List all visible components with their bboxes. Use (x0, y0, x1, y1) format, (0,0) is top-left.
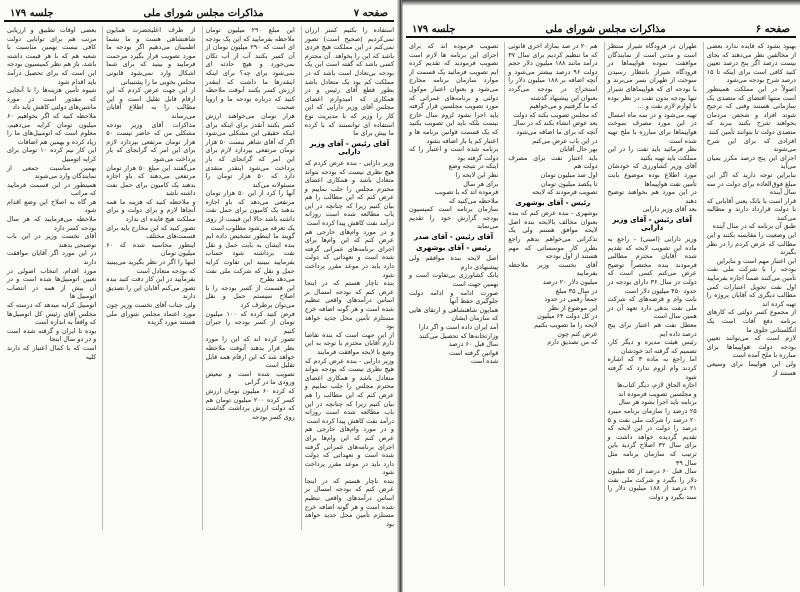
paragraph: لازم است که می‌توانند تعیین بودجه دولت هواپیماها برای مبارزه با ملخ آمده است (706, 334, 796, 360)
paragraph: هزار تومان می‌خواهند ارزش کسر بکنند آنقدر برای اینکه برای اینکه حقیقی این مشکلی می‌شود اگر که آقای شاهر نیست ۵۰ هزار تومان مرتفعی بپردازد لازم برای این امر که گرانجای که بار پرداخت می‌شود اینقدر منفذی دارد که ۵۰ هزار تومان را مسئولانه می‌کند (205, 111, 295, 189)
paragraph: شده است (470, 357, 499, 366)
paragraph: بهر حال آقایان (559, 145, 598, 154)
speaker-heading: رئیس - آقای بوشهری (416, 243, 492, 252)
paragraph: که مجلس تصویب بکند که دولت (513, 110, 598, 119)
paragraph: وزیر دارایی (امینی) - راجع به ماده این تصویب لایحه که تقدیم شده آقایان محترم مطالبی فرمودند بنده مختصراً توضیح عرض می‌کنم کسی است که دولت در سال ۳۶ دارای بودجه در حدود ۴۵۰ میلیون دلار است (607, 235, 697, 295)
paragraph: برنامه باید اجرا بشود هر سال (618, 398, 697, 407)
paragraph: وزیر دارایی - بنده عرض کردم که هیچ نظری نیست که بودجه بتواند متعادل باشد و همکاری اعضای محترم مجلس را جلب نماییم و عرض کنم که این مطالب را هم بیان کنیم زیرا که چنانچه در این باب مطالعه شده است روزانه درآمد نفت کاهش پیدا کرده است (304, 356, 394, 425)
scan-shadow (402, 0, 800, 6)
page-header (4, 6, 394, 22)
paragraph: در این مورد اگر آقایان موافقت دارند (7, 249, 97, 267)
paragraph: اجازه الحاق لازم، دیگر کتاب‌ها (617, 381, 697, 390)
paragraph: بابت وام و قرضه‌های که شرکت ملی نفت بدهی دارد تعهد آن در همین سال است (607, 295, 697, 321)
page-number: صفحه ۶ (755, 24, 790, 35)
page-7 (0, 0, 398, 592)
paragraph: تصور کنید که این مخارج باید برای قسمت‌های مختلف (106, 223, 196, 241)
paragraph: اما راجع به ماده ۳ که اشاره کردند وام لزوم ندارد که گرفته شود (607, 355, 697, 381)
paragraph: هم ۲۰ در صد بمازاد اخری قانونی که ما تنظیم کردیم برای سال ۳۷ درآمد مانند ۱۸۸ میلیون دلار حجم دولت ۹۶ درصد بیشتر می‌شود و آنچه اضافه بر ۱۸۸ میلیون دلار را استخراج در بودجه می‌گردد بعنوان این پیشنهاد گذشته (508, 42, 598, 102)
paragraph: آقای نخست وزیر در این باب توضیحی بدهند (7, 232, 97, 249)
paragraph: در کل دولت ۶۴ میلیون (537, 312, 598, 321)
paragraph: نظر فرمائید باید نفت را در این مملکت باید تهیه بکنید (607, 145, 697, 162)
paragraph: آنها را کرد از این ۵۰ هزار تومان مرتفعی می‌دهد که باو اجازه بدهند یک کامیون برای حمل نفت داشته باشد حالا این قیمت از روی یک تعرفه می‌شود مطلوب است (205, 189, 295, 232)
paragraph: تصویب فرمودند که لایحه (532, 188, 598, 197)
paragraph: اصل لایحه بنده موافقم ولی پیشنهادی دارم (409, 254, 499, 271)
paragraph: بنده ناچار هستم که در اینجا عرض کنم که بودجه امسال بر اساس درآمدهای واقعی تنظیم شده است و هر گونه اضافه خرج مستلزم تأمین محل جدید خواهد بود (304, 279, 394, 331)
paragraph: که من تصدیق دارم (547, 338, 598, 347)
paragraph: عرض کنم چون (557, 329, 598, 338)
paragraph: سال قبل ۶۰ درصد (448, 340, 499, 349)
paragraph: اتومبیل کرایه میدهد که درسته که مجلس آقای رئیس کل اتومبیل‌ها که واقعاً به اندازه است (7, 301, 97, 327)
session-number: جلسه ۱۷۹ (10, 8, 54, 19)
column-3 (504, 42, 597, 586)
paragraph: و در مورد وام‌های خارجی هم عرض کنم که این وام‌ها برای اجرای برنامه‌های عمرانی گرفته شده است و تعهداتی که دولت دارد باید در موعد مقرر پرداخت شود (304, 227, 394, 279)
paragraph: طبق آن برنامه که در سال آینده (712, 222, 796, 231)
paragraph: ملاحظه می‌فرمایید که هر سال بودجه کسر دارد (7, 215, 97, 232)
paragraph: سازمان برنامه است کمیسیون بودجه گزارش خود را تقدیم می‌نماید (409, 205, 499, 231)
paragraph: گویند ما اینطور تشخیص داده ایم بنده ایشان به بابت حمل و نقل نفت برداشته شود حساب بفرمایید ببینید این تفاوت کرایه حمل و نقل که شرکت ملی نفت می‌دهد بطرح (205, 232, 295, 284)
paragraph: بفرمایید در این کار دقت کنید بنده تصور می‌کنم آقایان این را تصدیق دارند (106, 275, 196, 301)
paragraph: آمد ایران داده است و اگر دارا (418, 323, 499, 331)
paragraph: ۲۵ درصد را سازمان برنامه میبرد ۲۰ درصد را شرکت ملی نفت و ۵ درصد را دولت در این لایحه که تقدیم گردیده خواهد داشت و برای سال ۳۲ اصلاح گردید باین ترتیب که سازمان برنامه مثل سال ۳۹ (607, 406, 697, 467)
paragraph: ولی جناب آقای نخست وزیر چون مورد اعتماد مجلس شورای ملی هستند مورد گزیده (106, 301, 196, 327)
text-columns (406, 42, 796, 586)
speaker-heading: آقای رئیس - آقای وزیر دارایی (612, 215, 692, 233)
paragraph: صورت ادامه و ادامه دولت جلوگیری حفظ آنها (409, 288, 499, 306)
paragraph: برنامه شده است و اعتبار را که دولت گرفته بود (409, 145, 499, 162)
paragraph: ولی این هواپیما برای وسیعی هستند از (706, 359, 796, 377)
page-header (406, 22, 796, 38)
paragraph: باید اعتبار نفت برای مصرف دولت هم (508, 153, 598, 171)
paragraph: میلیون دلار ۲۰ درصد (542, 278, 598, 287)
paragraph: ملاحظه کنید که اگر بخواهیم ۶۰ میلیون تومان کرایه می‌دهیم، معلوم است که اتومبیل‌های ما را زیاد کرده و بهمین هم اضافات (7, 111, 97, 146)
paragraph: بعضی اوقات تطبیق و ارزیابی مرتب هم برای توانایی دولت کافی نیست بهمین مناسبت با شعبه هم که با هر قیمت داشته باشد، باز هم نظر کمیسیون بودجه این است که برای تحصیل درآمد باید اقدام شود (7, 26, 97, 86)
paragraph: تصور کرده اند که این را مورد نظر قرار بدهند آنوقت ملاحظه خواهد شد که این ارقام همه قابل تقلیل است (205, 335, 295, 370)
paragraph: استفاده را بکنیم کمتر ارزان نمی‌کردیم (صحیح است) تصور نمی‌کنم در این مملکت هیچ فردی باشد که این را بخواهد. آن محترم کسی باشد که گفته است این یک بودجه بی‌تعادل است باشد که در مملکت کم بود یک متعادل باشد بطور قطع آقای رئیس و در همکاری که امیدوارم اعضای مجلس آقای وزیر دارایی که این کار را وزیر که با مدیریت نوع استفاده ای توانستند که با کرده ما بیش برای ما (304, 26, 394, 138)
paragraph: افرادی که برای این شرح می‌شوند (706, 136, 796, 154)
speaker-heading: آقای رئیس - آقای صدر (414, 233, 494, 242)
column-3 (102, 26, 195, 530)
column-2 (202, 26, 295, 530)
paragraph: تصویب فرموده اند که برای اجرای این برنامه ها لازم است تصویب فرمودید که تقدیم کرده ایم تصویب فرمائید یک قسمت از موارد سازمان برنامه مخارج می‌شود و بعنوان اعتبار موکول دولتی و برنامه‌های عمرانی که مورد تصویب مجلسین قرار گرفته باید اجرا بشود لزوم سال خارج نیست بلکه باید این تصویب بکنید که یک قسمت قوانین برنامه ها و اعتبار کم یا بار اضافه بشود (409, 42, 499, 145)
paragraph: اجرای این پنج درصد مکرر بمیان می‌آید (706, 153, 796, 171)
paragraph: و مجلسین تصویب فرموده اند (618, 389, 697, 398)
paragraph: این مبلغ ۲۹۰ میلیون تومان ملاحظه بفرمایید که این یک بودجه ای است که ۲۹۰ میلیون تومان از آن کسر بکنند آب از آب تکان نمی‌خورد و هیچ حادثه ای نمی‌شود برای چه؟ برای اینکه اینقدرها ما داشت که اینقدر ارزش کسر بکنند آنوقت ملاحظه کنید که درباره بودجه ما و اروپا صحبت (205, 26, 295, 112)
paragraph: بهبود بشود که فایده ندارد بعضی از مخالفین نظر می‌دهند که بجای بیست درصد اگر پنج درصد تعیین کنید کافی است برای اینکه تا ۱۵ درصد شرح بودجه می‌شود (706, 42, 796, 85)
paragraph: بنده ناچار هستم که در اینجا عرض کنم که بودجه امسال بر اساس درآمدهای واقعی تنظیم شده است و هر گونه اضافه خرج مستلزم تأمین محل جدید خواهد بود (304, 476, 394, 528)
paragraph: اصولاً در این مملکت همینطور است منتها اقتضای که متصدی یک سازمانی هستند وقتی که ترجیح شوند افراد و شخص مردمان بخواهند شرح بکنند ببرند که متصدی دولت تا بتوانند تأمین کنند (706, 84, 796, 136)
column-1 (703, 42, 796, 586)
paragraph: ملاحظه می‌کنید که (448, 196, 499, 205)
column-4 (406, 42, 498, 586)
paragraph: قوانین گرفته است (449, 348, 499, 357)
paragraph: تا یکصد میلیون تومان (540, 179, 598, 188)
paragraph: همایون شاهنشاهی و ارتقای هایی که سازمان ایشان (409, 305, 499, 323)
paragraph: بوشهری - بنده عرض کنم که بنده بعنوان مخالف بالایحه بنده اصل لایحه موافق هستم ولی یک تذکراتی می‌خواهم بدهم راجع بطرز کار موسساتی که مهم هستند از اول بودجه (508, 209, 598, 261)
paragraph: بوده تا ایران و گرفته شده است و در دو سال اینجا (7, 326, 97, 344)
paragraph: بعد عوض انشاء بکند که در سال (513, 119, 598, 128)
paragraph: تهیه می‌شود و در سه ماه امسال در این مورد مصرف سوخت هواپیماها برای مبارزه با ملخ تهیه شده است (607, 110, 697, 145)
publication-title: مذاکرات مجلس شورای ملی (545, 24, 666, 35)
speaker-heading: آقای رئیس - آقای وزیر دارایی (309, 139, 390, 157)
speaker-heading: رئیس - آقای بوشهری (515, 198, 591, 207)
paragraph: رئیس هیئت مدیره و دیگر کار، تصمیم که گرفته اند خودشان (607, 338, 697, 355)
paragraph: اینها را اگر در نظر بگیرید می‌بینید که بودجه متعادل است (106, 258, 196, 275)
paragraph: بانک کشاورزی بی‌تفاوت است و بهمین جهت است (409, 271, 499, 289)
paragraph: وزارتخانه‌ها که تحصیل می‌کنند (419, 331, 499, 340)
paragraph: این کار نیم کرده ۱۰ تومان برای کرایه اتومبیل (7, 146, 97, 163)
paragraph: در سال ۳۵ مبلغ (555, 286, 598, 295)
paragraph: شیوه تأمین هزینه‌ها را تا آنجایی که مقدور است در مورد ماشین‌های دولتی کاهش باید داد (7, 86, 97, 112)
paragraph: سال قبل ۶۰ درصد از ۵۵ میلیون دلار را بگیرد و شرکت ملی نفت ۲۱ درصد از ۱۸۸ میلیون دلار را سند بگیرد و دولت (607, 467, 697, 501)
paragraph: و ملاحظه کنید که هزینه ما همه آنجاها لازم و برای دولت و برای مملکت هیچ فایده ای ندارد (106, 197, 196, 224)
paragraph: است که با کمال اعتبار که دارند کلیه (7, 343, 97, 361)
paragraph: معطل نفت هم اعتبار برای پنج درصد داده ایم (607, 321, 697, 338)
paragraph: می‌گفتند این مبلغ ۵۰ هزار تومان مرتفعی می‌دهند که باو اجازه بدهند یک کامیون برای حمل نفت داشته باشد (106, 163, 196, 198)
paragraph: این موضوع از نظر (548, 303, 598, 312)
page-number: صفحه ۷ (353, 8, 388, 19)
paragraph: از مجموع کسر دولتی که کارهای برنامه دفع آفات است یک انگلستانی جلوی ما (706, 308, 796, 334)
column-1 (301, 26, 394, 530)
paragraph: از طرف اعلیحضرت همایون شاهنشاهی هست و ما بشما اطمینان می‌دهیم اگر بودجه ما مورد تصویب قرار بگیرد مرحمت فرمایید و بینید که برای شما اشکال وارد نمی‌شود قانونی مجلس بخوبی ما را پشتیبانی (106, 26, 196, 86)
paragraph: لایحه را ما تصویب بکنیم (534, 321, 598, 329)
paragraph: از این جهت است که بنده تقاضا دارم آقایان محترم با توجه به این وضع با لایحه موافقت فرمایند (304, 330, 394, 356)
column-2 (604, 42, 697, 586)
paragraph: که کرده ۶۰ میلیون تومان ارزش کسر کرده ۲۰۰ میلیون تومان هم که دولت ارزش برداشت گذاشت روی کسر بودجه (205, 386, 295, 421)
paragraph: در این مورد هم بخواهند توضیح دهند (607, 188, 697, 205)
column-4 (4, 26, 96, 530)
paragraph: تصویب شده است و تبعیض ورودی ما در گرانی (205, 369, 295, 387)
text-columns (4, 26, 394, 530)
paragraph: نظر این لایحه را (455, 170, 499, 179)
paragraph: بعد آقای وزیر دارایی (642, 205, 697, 214)
paragraph: این قسمت از کسر بودجه را با اصلاح سیستم حمل و نقل می‌توان برطرف کرد (205, 283, 295, 309)
page-6 (402, 0, 800, 592)
paragraph: آنچه که برای ما اضافه می‌شود (516, 127, 598, 136)
paragraph: و در مورد وام‌های خارجی هم عرض کنم که این وام‌ها برای اجرای برنامه‌های عمرانی گرفته شده است و تعهداتی که دولت دارد باید در موعد مقرر پرداخت شود (304, 425, 394, 477)
paragraph: جمعاً رقمی در حدود (544, 295, 598, 304)
paragraph: آقای نخست وزیر ملاحظه بفرمایید (508, 260, 598, 278)
paragraph: همینطور در این قسمت فرمایید که مراتب (7, 180, 97, 198)
publication-title: مذاکرات مجلس شورای ملی (143, 8, 264, 19)
paragraph: از این جهت عرض کردم که این ارقام قابل تقلیل است و این مطالب را به اطلاع آقایان می‌رساند (106, 86, 196, 120)
paragraph: اینطور محاسبه شده که ۶۰ میلیون تومان (106, 240, 196, 258)
paragraph: این اعتبار مهم است و بنابراین (716, 256, 796, 265)
paragraph: فرض کنید کرده که ۱۰۰ میلیون تومان از کسر بودجه را جبران کنیم (205, 309, 295, 335)
paragraph: اول صد میلیون تومان (540, 170, 598, 179)
paragraph: بهمین مناسبت جمعی از نمایندگان وارد می‌شوند (7, 163, 97, 181)
paragraph: فرموده اند که با تصویب (434, 188, 499, 197)
paragraph: این وضعیت را مقایسه بکنند و این مطالب که عرض کردم را در نظر بگیرند (706, 231, 796, 257)
paragraph: قرار است با بانک یعنی آقایانی که با دولت قرارداد دارند و مطالبه می‌کنند (706, 196, 796, 222)
paragraph: اینکه در نتیجه وضع (448, 162, 499, 171)
paragraph: وزیر دارایی - بنده عرض کردم که هیچ نظری نیست که بودجه بتواند متعادل باشد و همکاری اعضای محترم مجلس را جلب نماییم و عرض کنم که این مطالب را هم بیان کنیم زیرا که چنانچه در این باب مطالعه شده است روزانه درآمد نفت کاهش پیدا کرده است (304, 158, 394, 228)
paragraph: بنابراین توجه دارید که اگر این مبلغ فوق‌العاده برای دولت در سه سال آینده (706, 170, 796, 197)
paragraph: طهران در فرودگاه شیراز منتظر است و مدتی است از نمایندگان موافقت نموده هواپیماها در فرودگاه شیراز بانتظار رسیدن سوخت از طهران بسر می‌برند و با بودجه ای که هواپیماهای شیراز تنها بودجه بدون نفت در نظر بوده با لوازم لازم نفت و ... (607, 42, 697, 111)
paragraph: بودجه را با شرکت ملی نفت تأمین می‌کنند ضمناً اجازه بفرمایید اول نفت تحویل اعتبارات کمی مطالب دیگری که آقایان پروژه را تهیه کرده اند (706, 265, 796, 308)
paragraph: که ما گرفتیم و می‌خواهیم (529, 102, 598, 111)
session-number: جلسه ۱۷۹ (412, 24, 456, 35)
paragraph: هر گاه به اصلاح این وضع اقدام شود (7, 197, 97, 215)
paragraph: مورد اقدام، انتخاب اصولی در تعیین اتومبیل‌ها شده است و در آن بیش از همه در انتصاب اتومبیل ها (7, 266, 97, 301)
paragraph: در این باب عرض می‌کنم (532, 136, 598, 145)
paragraph: برای هر سال (463, 179, 499, 188)
paragraph: مذاکرات آقای وزیر بودجه مشکلی من که حاضر نیست ۵۰ هزار تومان مرتفعی بپردازد لازم برای این امر که گرانجای که بار پرداخت می‌شود (106, 120, 196, 163)
paragraph: آقای وزیر کشاورزی که خودشان مورد اطلاع بوده موضوع بابت تأمین نفت هواپیماها (607, 162, 697, 188)
